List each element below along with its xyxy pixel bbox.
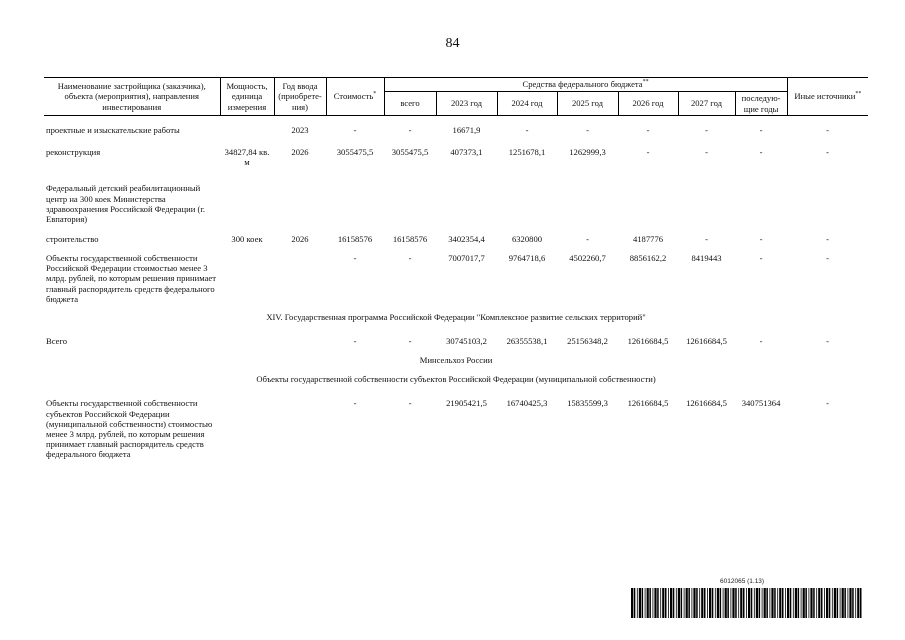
header-2023: 2023 год: [436, 92, 497, 116]
table-row: [44, 384, 868, 459]
cell-name: Федеральный детский реабилитационный центр на 300 коек Министерства здравоохранения Российской Федерации (г. Евпатория): [46, 183, 206, 224]
section-title: Минсельхоз России: [419, 355, 493, 366]
cell-y2024: 9764718,6: [508, 253, 546, 264]
barcode-label: 6012065 (1.13): [720, 578, 765, 585]
cell-y2025: 4502260,7: [569, 253, 606, 264]
cell-y2026: -: [646, 125, 650, 135]
cell-y2023: 21905421,5: [446, 398, 487, 409]
cell-y2026: [618, 167, 678, 224]
cell-other: -: [826, 335, 830, 346]
cell-total: 16158576: [392, 233, 428, 244]
barcode-image: [631, 588, 863, 618]
cell-later: -: [759, 233, 763, 244]
section-row: [44, 346, 868, 365]
header-2027: 2027 год: [678, 92, 735, 116]
cell-cost: -: [353, 398, 357, 409]
cell-cost: [326, 167, 384, 224]
cell-y2027: 12616684,5: [686, 335, 727, 346]
header-total: всего: [384, 92, 436, 116]
cell-y2024: [497, 167, 557, 224]
cell-name: проектные и изыскательские работы: [46, 125, 180, 135]
cell-y2027: 12616684,5: [686, 398, 727, 409]
cell-total: -: [408, 398, 412, 409]
cell-y2023: 16671,9: [452, 125, 481, 135]
cell-y2027: [678, 167, 735, 224]
cell-y2026: 8856162,2: [629, 253, 667, 264]
cell-name: Объекты государственной собственности Российской Федерации стоимостью менее 3 млрд. рублей, по которым решения принимает главный распорядитель средств федерального бюджета: [46, 253, 216, 304]
cell-cost: -: [353, 125, 357, 135]
header-name: Наименование застройщика (заказчика), объекта (мероприятия), направления инвестирования: [44, 78, 220, 116]
cell-y2025: 25156348,2: [567, 335, 608, 346]
cell-y2026: -: [646, 147, 650, 158]
header-capacity: Мощность, единица измерения: [220, 78, 274, 116]
header-2025: 2025 год: [557, 92, 618, 116]
cell-y2025: 1262999,3: [569, 147, 606, 158]
cell-name: Объекты государственной собственности субъектов Российской Федерации (муниципальной собственности) стоимостью менее 3 млрд. рублей, по которым решения принимает главный распорядитель средств федерального бюджета: [46, 398, 213, 460]
cell-y2024: 16740425,3: [506, 398, 548, 409]
cell-y2026: 4187776: [632, 233, 664, 244]
cell-later: -: [759, 125, 763, 135]
cell-later: -: [759, 253, 763, 264]
cell-y2025: [557, 167, 618, 224]
table-row: [44, 244, 868, 304]
cell-cost: -: [353, 253, 357, 264]
cell-capacity: 300 коек: [231, 233, 263, 244]
cell-y2027: -: [705, 125, 708, 135]
table-row: [44, 116, 868, 136]
cell-name: Всего: [46, 335, 68, 346]
cell-cost: 16158576: [337, 233, 373, 244]
table-row: [44, 167, 868, 224]
section-title: XIV. Государственная программа Российской Федерации "Комплексное развитие сельских территорий": [266, 311, 646, 322]
cell-other: -: [826, 398, 830, 409]
section-title: Объекты государственной собственности субъектов Российской Федерации (муниципальной собственности): [256, 374, 656, 385]
cell-capacity: [220, 167, 274, 224]
section-row: [44, 304, 868, 322]
cell-capacity: [220, 116, 274, 136]
cell-y2024: 1251678,1: [508, 147, 546, 158]
cell-cost: -: [353, 335, 357, 346]
header-year: Год ввода (приобрете-ния): [274, 78, 326, 116]
cell-capacity: 34827,84 кв. м: [224, 147, 270, 168]
header-federal-budget: Средства федерального бюджета**: [384, 78, 787, 92]
cell-other: -: [826, 147, 830, 158]
cell-y2026: 12616684,5: [627, 398, 669, 409]
budget-table-body: [44, 116, 868, 460]
cell-cost: 3055475,5: [336, 147, 374, 158]
cell-total: -: [408, 125, 412, 135]
cell-later: [735, 167, 787, 224]
cell-year: 2026: [291, 233, 309, 244]
cell-other: -: [826, 233, 830, 244]
cell-y2027: -: [705, 233, 708, 244]
table-row: [44, 135, 868, 167]
header-cost: Стоимость*: [326, 78, 384, 116]
table-row: [44, 224, 868, 244]
cell-y2025: -: [586, 125, 589, 135]
header-later-years: последую-щие годы: [735, 92, 787, 116]
cell-capacity: [220, 244, 274, 304]
table-row: [44, 322, 868, 346]
cell-capacity: [220, 322, 274, 346]
cell-total: [384, 167, 436, 224]
cell-y2023: 407373,1: [450, 147, 483, 158]
cell-other: -: [826, 125, 830, 135]
cell-year: 2026: [291, 147, 309, 158]
budget-table: [44, 77, 868, 459]
cell-other: [787, 167, 868, 224]
cell-y2024: -: [525, 125, 529, 135]
cell-year: [274, 244, 326, 304]
cell-y2023: 30745103,2: [446, 335, 487, 346]
cell-y2027: -: [705, 147, 708, 158]
cell-total: -: [408, 335, 412, 346]
cell-y2025: -: [586, 233, 589, 244]
header-2024: 2024 год: [497, 92, 557, 116]
cell-y2024: 26355538,1: [506, 335, 548, 346]
header-2026: 2026 год: [618, 92, 678, 116]
cell-year: [274, 384, 326, 459]
cell-later: 340751364: [741, 398, 781, 409]
cell-y2024: 6320800: [511, 233, 543, 244]
cell-y2023: [436, 167, 497, 224]
cell-later: -: [759, 335, 763, 346]
cell-name: реконструкция: [46, 147, 101, 158]
cell-name: строительство: [46, 233, 99, 244]
section-row: [44, 365, 868, 384]
page-number: 84: [445, 36, 460, 51]
cell-year: 2023: [291, 125, 309, 135]
header-other-sources: Иные источники**: [787, 78, 868, 116]
cell-year: [274, 167, 326, 224]
cell-y2023: 3402354,4: [448, 233, 485, 244]
cell-y2027: 8419443: [691, 253, 722, 264]
cell-y2025: 15835599,3: [567, 398, 608, 409]
cell-y2026: 12616684,5: [627, 335, 669, 346]
cell-other: -: [826, 253, 830, 264]
cell-later: -: [759, 147, 763, 158]
cell-total: -: [408, 253, 412, 264]
cell-y2023: 7007017,7: [448, 253, 485, 264]
cell-capacity: [220, 384, 274, 459]
cell-total: 3055475,5: [391, 147, 429, 158]
cell-year: [274, 322, 326, 346]
